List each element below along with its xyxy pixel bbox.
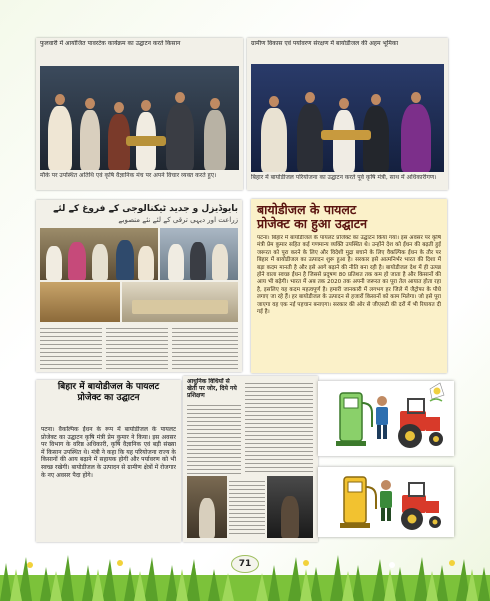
clipping-header-text: ग्रामीण विकास एवं पर्यावरण संरक्षण में बायोडीजल की अहम भूमिका <box>251 40 398 47</box>
article-title-line2: प्रोजेक्ट का उद्घाटन <box>77 393 140 403</box>
clipping-photo <box>160 228 238 280</box>
clipping-photo <box>40 282 120 322</box>
fuel-pump-with-tractor-icon <box>318 381 454 456</box>
text-column <box>245 380 313 474</box>
featured-article <box>251 199 447 373</box>
text-column <box>106 325 168 369</box>
urdu-subheadline: زراعت اور دیہی ترقی کے لئے نئے منصوبے <box>118 216 238 224</box>
clipping-header-text: फुलवारी में आयोजित पावरटेक कार्यक्रम का उद्घाटन करते किसान <box>40 40 181 47</box>
article-title-line1: बायोडीजल के पायलट <box>257 202 357 217</box>
fuel-tractor-illustration <box>318 467 454 537</box>
article-body: पटना। वैकल्पिक ईंधन के रूप में बायोडीजल के पायलट प्रोजेक्ट का उद्घाटन कृषि मंत्री प्रेम कुमार ने किया। इस अवसर पर विभाग के वरिष्ठ अधिकारी, कृषि वैज्ञानिक एवं बड़ी संख्या में किसान उपस्थित थे। मंत्री ने कहा कि यह परियोजना राज्य के किसानों की आय बढ़ाने में सहायक होगी और पर्यावरण को भी स्वच्छ रखेगी। बायोडीजल के उत्पादन से ग्रामीण क्षेत्रों में रोजगार के नए अवसर पैदा होंगे। <box>41 426 176 479</box>
fuel-tractor-illustration <box>318 381 454 456</box>
clipping-photo <box>122 282 238 322</box>
clipping-photo <box>267 476 313 538</box>
event-photo <box>40 66 239 170</box>
text-column <box>187 402 241 474</box>
urdu-headline: بایوڈیزل و جدید ٹیکنالوجی کے فروغ کے لئے <box>53 204 238 214</box>
newspaper-clipping-top-left <box>36 38 243 190</box>
article-body: पटना। बिहार में बायोडीजल के पायलट प्रोजेक्ट का उद्घाटन किया गया। इस अवसर पर कृषि मंत्री प्रेम कुमार सहित कई गणमान्य व्यक्ति उपस्थित थे। उन्होंने देश को ईंधन की बढ़ती हुई जरूरत को पूरा करने के लिए और विदेशी मुद्रा बचाने के लिए वैकल्पिक ईंधन के तौर पर बिहार में बायोडीजल का उत्पादन शुरू हुआ है। सरकार इसे आत्मनिर्भर भारत की दिशा में बड़ा कदम मानती है और इसे आगे बढ़ाने की नीति बना रही है। बायोडीजल देश में ही उत्पन्न होने वाला स्वच्छ ईंधन है जिससे प्रदूषण 80 प्रतिशत तक कम हो जाता है और किसानों की आय भी बढ़ेगी। भारत में अब तक 2020 तक अपनी जरूरत का पूरा तेल आयात होता रहा है, इसलिए यह कदम महत्वपूर्ण है। हमारी जानकारी में लगभग हर जिले में जैट्रोफा के पौधे लगाए जा रहे हैं। हर बायोडीजल के उत्पादन से हजारों किसानों को काम मिलेगा। जो इसे पूरा जाएगा वह एक नई पहचान बनाएगा। सरकार की ओर से जीएसटी की दरों में भी रियायत दी गई है। <box>257 235 441 316</box>
clipping-photo <box>187 476 227 538</box>
article-title-line1: बिहार में बायोडीजल के पायलट <box>57 382 160 392</box>
event-photo <box>251 64 444 172</box>
text-column <box>40 325 102 369</box>
newspaper-clipping-bottom-left <box>36 380 181 542</box>
page-number: 71 <box>231 555 259 573</box>
newspaper-clipping-top-right <box>247 38 448 190</box>
text-column <box>172 325 238 369</box>
text-column <box>229 478 265 536</box>
clipping-headline: आधुनिक विधियों से खेती पर जोर, दिये गये प्रशिक्षण <box>187 378 237 399</box>
article-title-line2: प्रोजेक्ट का हुआ उद्घाटन <box>257 216 368 231</box>
clipping-photo <box>40 228 158 280</box>
newspaper-clipping-bottom-middle <box>183 376 318 542</box>
urdu-newspaper-clipping <box>36 200 242 372</box>
fuel-pump-with-tractor-icon <box>318 467 454 537</box>
photo-caption: बिहार में बायोडीजल परियोजना का उद्घाटन करते पूर्व कृषि मंत्री, साथ में अधिकारीगण। <box>251 174 437 181</box>
photo-caption: मौके पर उपस्थित अतिथि एवं कृषि वैज्ञानिक मंच पर अपने विचार व्यक्त करते हुए। <box>40 172 217 179</box>
